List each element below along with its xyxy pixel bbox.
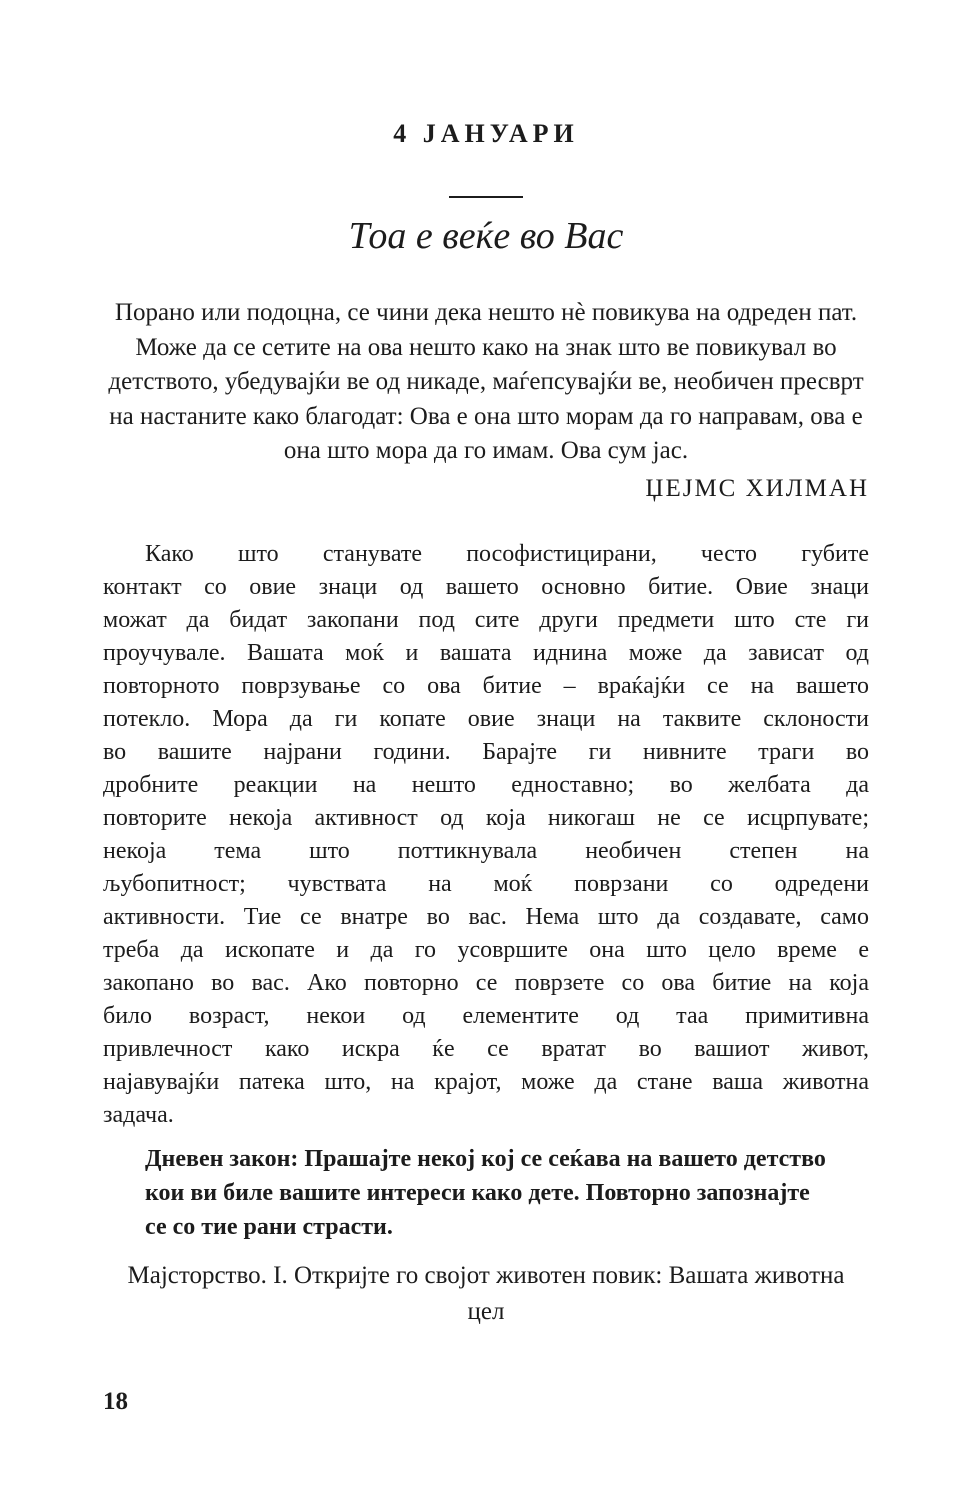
text-line: закопано во вас. Ако повторно се поврзете со ова битие на која xyxy=(103,969,869,996)
text-line: детството, убедувајќи ве од никаде, маѓепсувајќи ве, необичен пресврт xyxy=(108,368,864,395)
section-divider xyxy=(449,196,523,198)
text-line: на настаните како благодат: Ова е она што морам да го направам, ова е xyxy=(109,402,863,430)
text-line: љубопитност; чувствата на моќ поврзани со одредени xyxy=(103,870,869,897)
text-line: било возраст, некои од елементите од таа примитивна xyxy=(103,1002,869,1029)
text-line: некоја тема што поттикнувала необичен степен на xyxy=(103,837,869,864)
text-line: контакт со овие знаци од вашето основно битие. Овие знаци xyxy=(103,573,869,600)
text-line: дробните реакции на нешто едноставно; во желбата да xyxy=(103,771,869,798)
epigraph-attribution: ЏЕЈМС ХИЛМАН xyxy=(645,474,869,502)
text-line: привлечност како искра ќе се вратат во вашиот живот, xyxy=(103,1035,869,1062)
text-line: треба да ископате и да го усовршите она што цело време е xyxy=(103,936,869,963)
text-line: Мајсторство. I. Откријте го својот животен повик: Вашата животна xyxy=(127,1261,845,1289)
text-line: цел xyxy=(467,1297,505,1325)
text-line: најавувајќи патека што, на крајот, може да стане ваша животна xyxy=(103,1068,869,1095)
text-line: проучувале. Вашата моќ и вашата иднина може да зависат од xyxy=(103,639,869,666)
text-line: она што мора да го имам. Ова сум јас. xyxy=(283,437,689,464)
text-line: повторното поврзување со ова битие – враќајќи се на вашето xyxy=(103,672,869,699)
text-line: повторите некоја активност од која никогаш не се исцрпувате; xyxy=(103,804,869,831)
text-line: Може да се сетите на ова нешто како на знак што ве повикувал во xyxy=(135,333,837,361)
page-number: 18 xyxy=(103,1388,128,1415)
text-line: потекло. Мора да ги копате овие знаци на таквите склоности xyxy=(103,705,869,732)
text-line: се со тие рани страсти. xyxy=(145,1213,393,1240)
entry-title: Тоа е веќе во Вас xyxy=(348,215,624,257)
text-line: можат да бидат закопани под сите други предмети што сте ги xyxy=(103,606,869,633)
text-line: задача. xyxy=(103,1101,174,1128)
epigraph-quote xyxy=(103,296,869,469)
text-line: во вашите најрани години. Барајте ги нивните траги во xyxy=(103,738,869,765)
text-line: Како што станувате пософистицирани, често губите xyxy=(145,540,869,567)
text-line: активности. Тие се внатре во вас. Нема што да создавате, само xyxy=(103,903,869,930)
body-paragraph xyxy=(103,538,869,1132)
daily-law-paragraph xyxy=(145,1142,869,1244)
text-line: кои ви биле вашите интереси како дете. Повторно запознајте xyxy=(145,1179,810,1206)
text-line: Порано или подоцна, се чини дека нешто нѐ повикува на одреден пат. xyxy=(114,299,858,326)
date-heading: 4 ЈАНУАРИ xyxy=(393,119,579,148)
source-reference xyxy=(103,1258,869,1330)
text-line: Дневен закон: Прашајте некој кој се сеќава на вашето детство xyxy=(145,1145,826,1172)
